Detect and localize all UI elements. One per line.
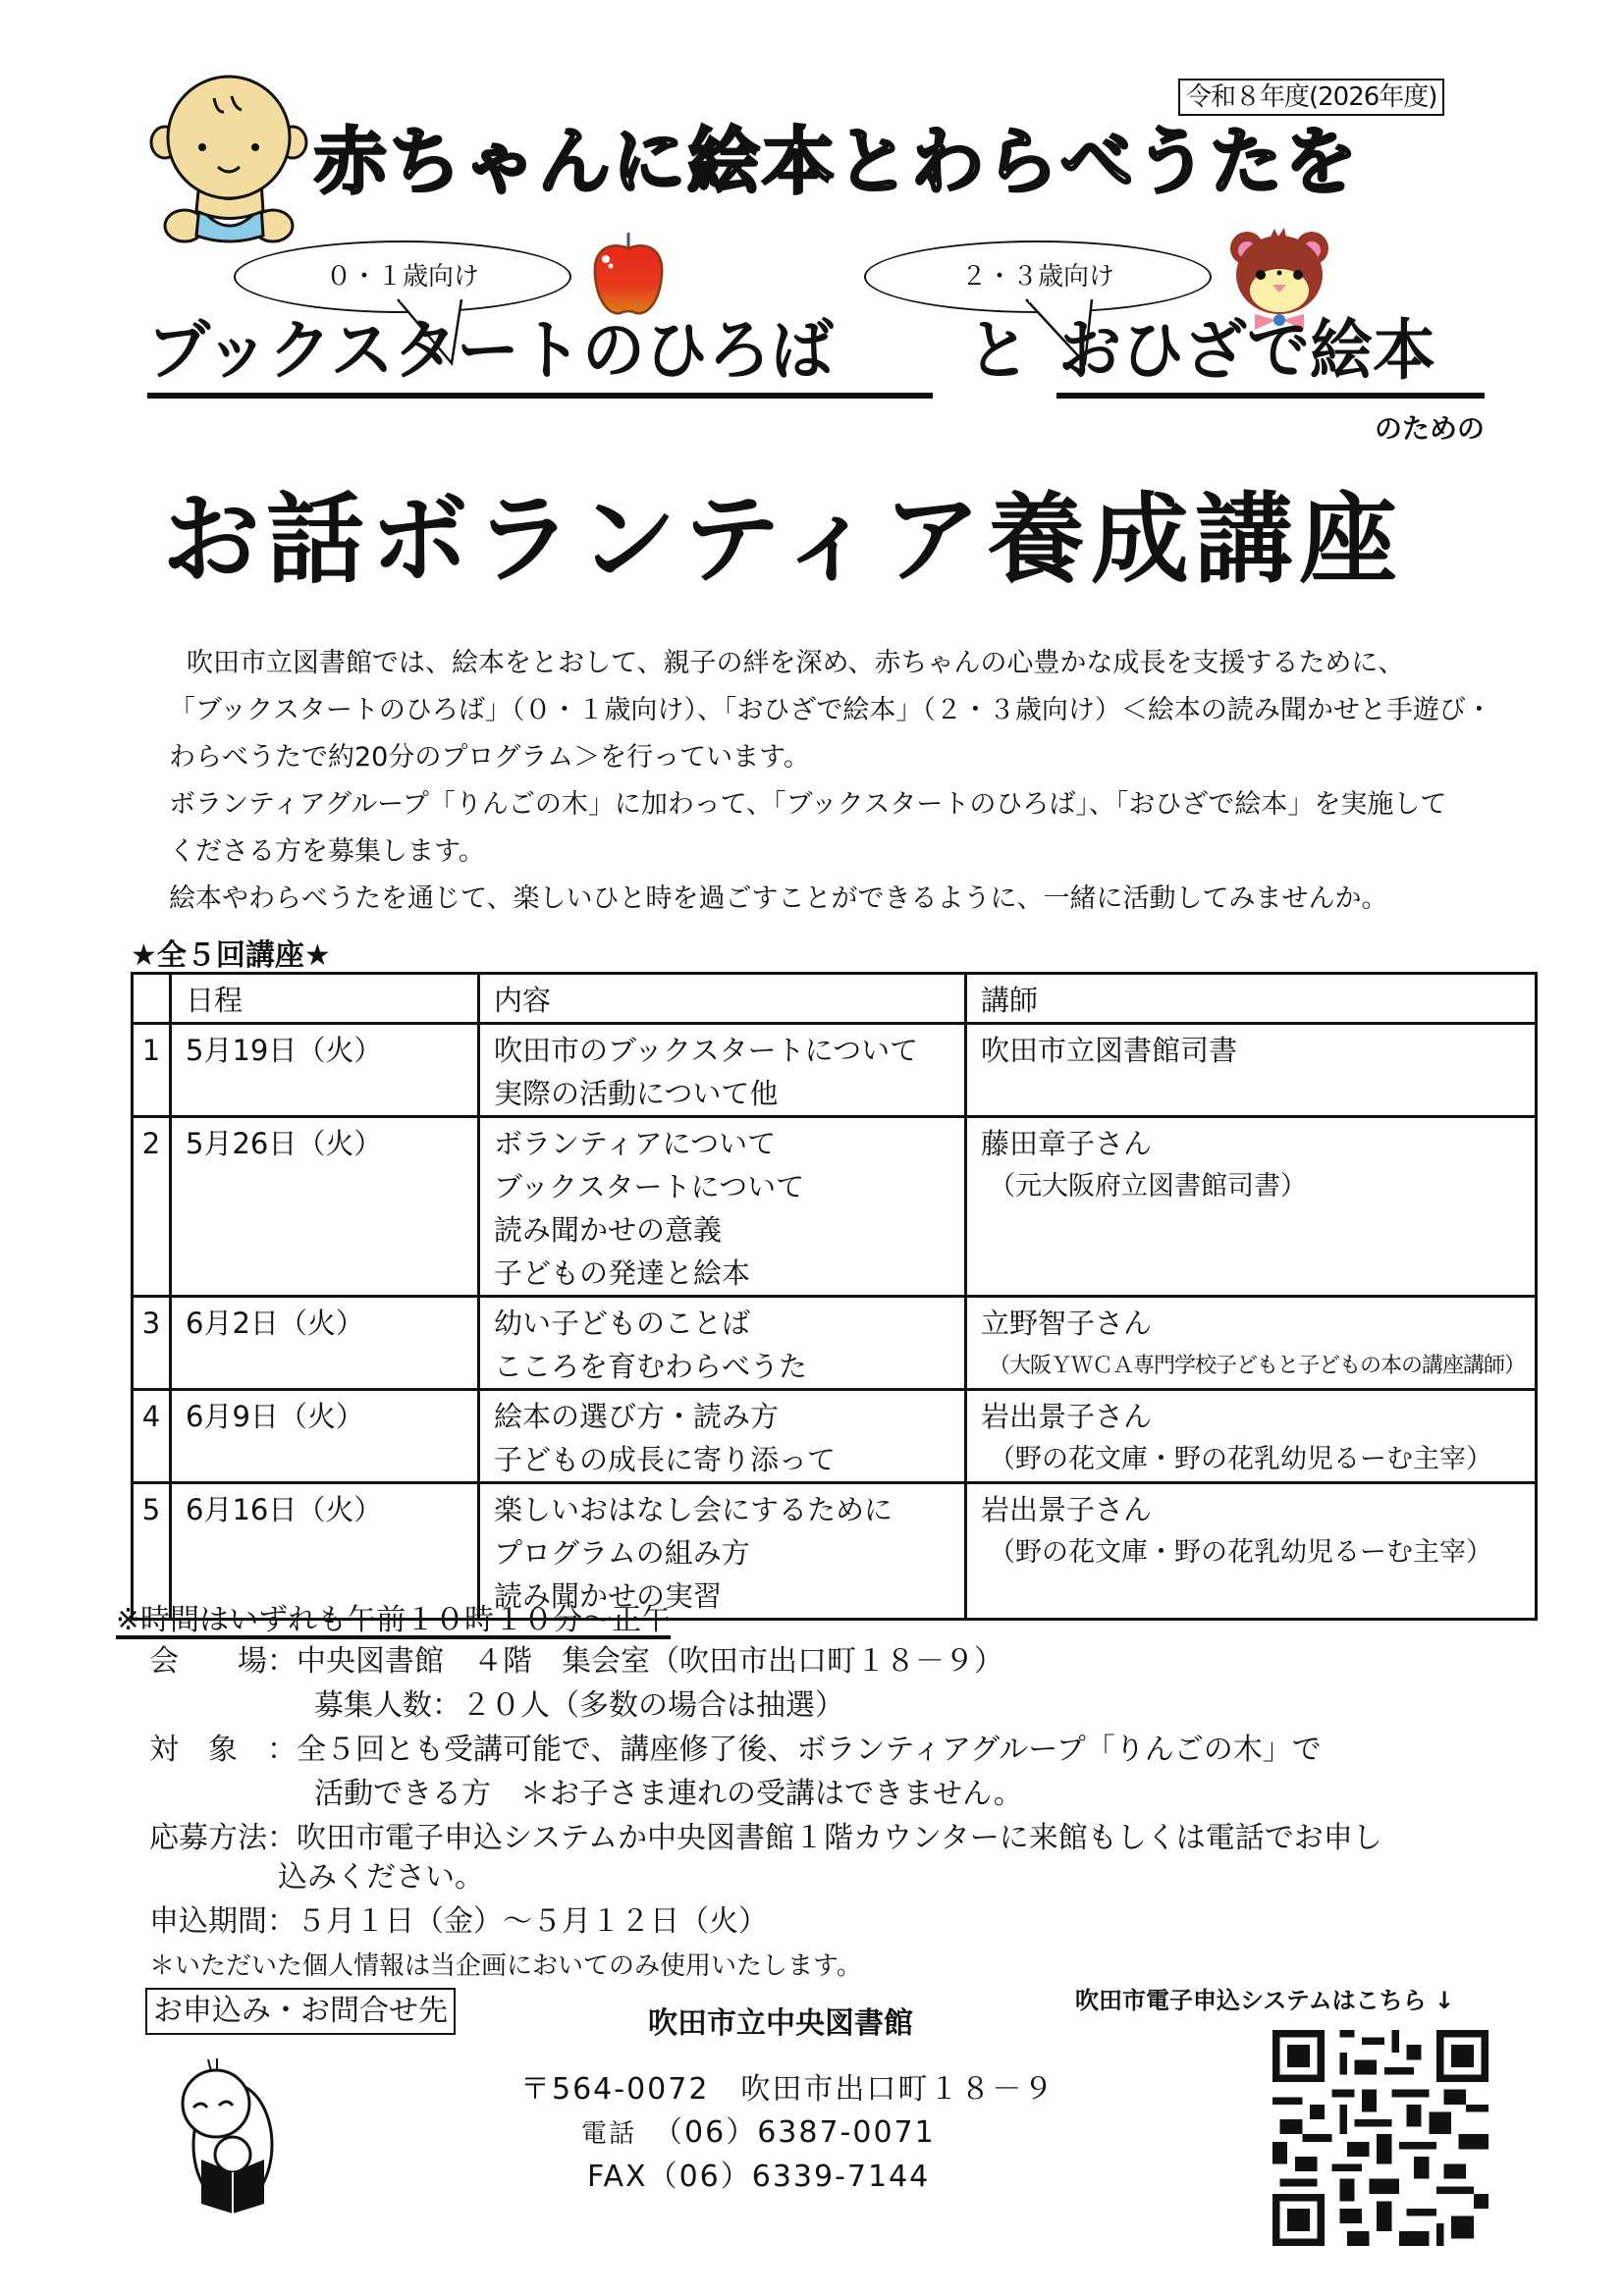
phone-row [581,2108,936,2151]
content-line: 幼い子どものことば [494,1307,751,1340]
session-num: 2 [133,1117,171,1297]
content-line: 絵本の選び方・読み方 [494,1400,780,1433]
age-bubble-2-3: ２・３歳向け [864,240,1212,313]
venue-label: 会 場 [149,1644,267,1679]
target-value: 全５回とも受講可能で、講座修了後、ボランティアグループ「りんごの木」で [297,1733,1322,1767]
program-bookstart-title: ブックスタートのひろば [147,313,834,390]
session-num: 3 [133,1297,171,1390]
connector-text: と [967,313,1030,390]
course-title: お話ボランティア養成講座 [162,482,1403,597]
for-text: のための [1375,412,1486,445]
apple-icon [589,231,668,319]
library-name: 吹田市立中央図書館 [648,2006,913,2041]
apply-row-cont: 込みください。 [278,1860,484,1895]
intro-line: 吹田市立図書館では、絵本をとおして、親子の絆を深め、赤ちゃんの心豊かな成長を支援するために、 [187,648,1405,678]
lecturer-note: （大阪ＹＷＣＡ専門学校子どもと子どもの本の講座講師） [989,1354,1526,1378]
contact-address: 〒564-0072 吹田市出口町１８－９ [520,2072,1056,2107]
session-lecturer [966,1390,1537,1483]
session-content [479,1390,966,1483]
col-header-lecturer: 講師 [966,974,1537,1024]
intro-line: わらべうたで約20分のプログラム＞を行っています。 [169,742,810,773]
content-line: 子どもの成長に寄り添って [494,1443,837,1476]
venue-value: 中央図書館 ４階 集会室（吹田市出口町１８－９） [297,1644,1003,1679]
target-row [149,1731,1322,1770]
qr-label: 吹田市電子申込システムはこちら ↓ [1075,1987,1455,2014]
content-line: 実際の活動について他 [494,1077,779,1110]
venue-row [149,1642,1003,1682]
lecturer-name: 岩出景子さん [981,1493,1153,1526]
content-line: プログラムの組み方 [494,1536,750,1570]
lecturer-note: （野の花文庫・野の花乳幼児るーむ主宰） [989,1537,1492,1568]
session-lecturer [966,1483,1537,1620]
table-row [133,1024,1537,1117]
fax-label: FAX [587,2160,648,2194]
content-line: こころを育むわらべうた [494,1350,808,1383]
session-content [479,1024,966,1117]
content-line: 読み聞かせの意義 [494,1213,723,1247]
session-content [479,1117,966,1297]
fiscal-year-badge: 令和８年度(2026年度) [1178,79,1444,116]
time-note: ※時間はいずれも午前１０時１０分～正午 [116,1603,672,1637]
baby-illustration [145,69,312,245]
colon: ： [267,1733,297,1767]
content-line: 子どもの発達と絵本 [494,1256,751,1290]
underline-bookstart [147,393,933,399]
apply-row [149,1819,1382,1858]
schedule-label: ★全５回講座★ [131,938,331,973]
lecturer-name: 岩出景子さん [981,1400,1153,1433]
period-row [149,1902,768,1942]
session-date: 6月16日（火） [171,1483,479,1620]
fax-row [587,2152,930,2195]
col-header-date: 日程 [171,974,479,1024]
privacy-note: ＊いただいた個人情報は当企画においてのみ使用いたします。 [149,1951,862,1981]
session-num: 4 [133,1390,171,1483]
capacity-row: 募集人数：２０人（多数の場合は抽選） [314,1688,844,1723]
content-line: 読み聞かせの実習 [494,1579,723,1613]
table-header-row [133,974,1537,1024]
contact-label-box: お申込み・お問合せ先 [145,1988,456,2035]
colon: ： [267,1821,297,1855]
lecturer-note: （元大阪府立図書館司書） [989,1171,1307,1201]
session-num: 1 [133,1024,171,1117]
table-row [133,1297,1537,1390]
table-row [133,1390,1537,1483]
session-lecturer [966,1117,1537,1297]
age-bubble-0-1: ０・１歳向け [234,240,571,313]
intro-line: 絵本やわらべうたを通じて、楽しいひと時を過ごすことができるように、一緒に活動してみませんか。 [169,883,1388,914]
period-value: ５月１日（金）～５月１２日（火） [297,1904,768,1939]
fax-number: （06）6339-7144 [647,2160,931,2194]
phone-label: 電話 [581,2119,637,2149]
reading-parent-child-icon [172,2056,280,2214]
intro-line: ボランティアグループ「りんごの木」に加わって、「ブックスタートのひろば」、「おひざで絵本」を実施して [169,789,1447,820]
content-line: ボランティアについて [494,1127,777,1160]
main-title: 赤ちゃんに絵本とわらべうたを [314,120,1359,204]
session-content [479,1297,966,1390]
colon: ： [267,1904,297,1939]
intro-line: くださる方を募集します。 [169,836,485,867]
table-row [133,1117,1537,1297]
lecturer-note: （野の花文庫・野の花乳幼児るーむ主宰） [989,1444,1492,1474]
lecturer-name: 立野智子さん [981,1307,1153,1340]
schedule-table [131,972,1538,1621]
lecturer-name: 吹田市立図書館司書 [981,1034,1238,1067]
content-line: 楽しいおはなし会にするために [494,1493,893,1526]
target-label: 対 象 [149,1733,267,1767]
underline-ohiza [1056,393,1485,399]
session-date: 5月19日（火） [171,1024,479,1117]
col-header-content: 内容 [479,974,966,1024]
session-date: 5月26日（火） [171,1117,479,1297]
content-line: ブックスタートについて [494,1170,805,1203]
session-date: 6月2日（火） [171,1297,479,1390]
intro-text [169,640,1492,923]
lecturer-name: 藤田章子さん [981,1127,1153,1160]
session-lecturer [966,1024,1537,1117]
session-lecturer [966,1297,1537,1390]
program-ohiza-title: おひざで絵本 [1058,313,1435,390]
intro-line: 「ブックスタートのひろば」（０・１歳向け）、「おひざで絵本」（２・３歳向け）＜絵本の読み聞かせと手遊び・ [169,695,1492,725]
baby-icon [145,69,312,245]
colon: ： [267,1644,297,1679]
target-row-cont: 活動できる方 ＊お子さま連れの受講はできません。 [314,1777,1023,1811]
qr-code[interactable] [1272,2030,1489,2246]
col-header-num [133,974,171,1024]
session-num: 5 [133,1483,171,1620]
session-date: 6月9日（火） [171,1390,479,1483]
content-line: 吹田市のブックスタートについて [494,1034,919,1067]
apply-value: 吹田市電子申込システムか中央図書館１階カウンターに来館もしくは電話でお申し [297,1821,1382,1855]
apply-label: 応募方法 [149,1821,267,1855]
phone-number: （06）6387-0071 [668,2115,936,2150]
period-label: 申込期間 [149,1904,267,1939]
